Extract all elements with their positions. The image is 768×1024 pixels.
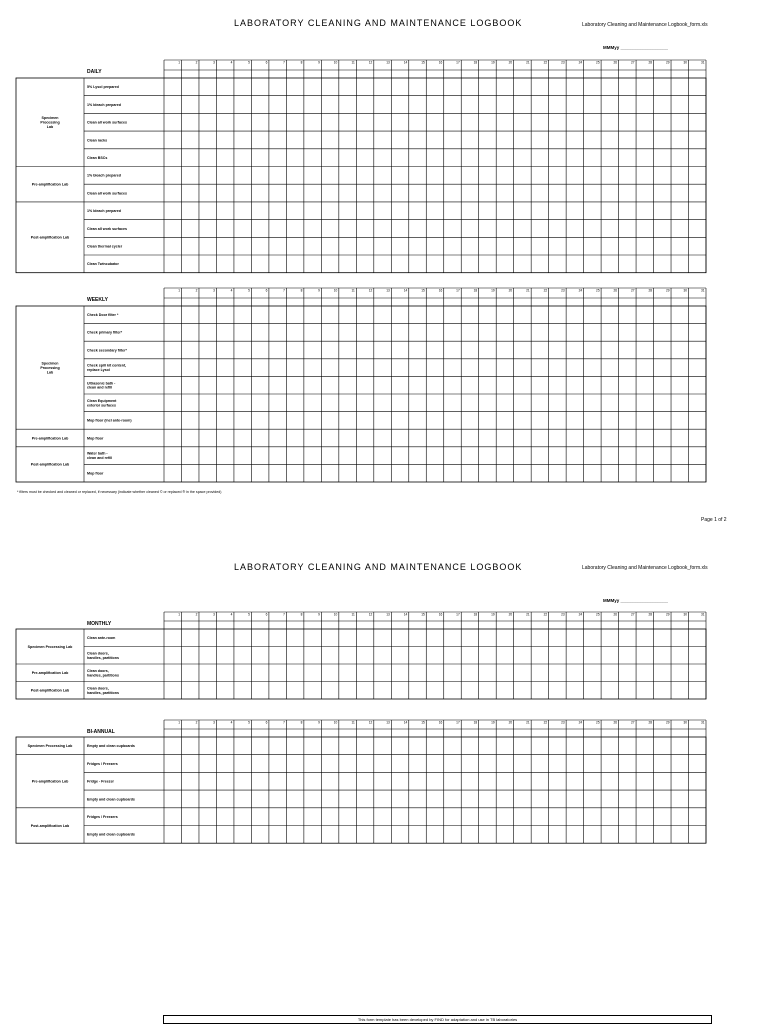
day-number: 1 — [178, 288, 180, 293]
day-number: 29 — [665, 612, 670, 617]
day-number: 22 — [543, 288, 548, 293]
day-number: 7 — [283, 288, 285, 293]
day-number: 27 — [631, 720, 635, 725]
day-number: 27 — [631, 288, 635, 293]
day-number: 1 — [178, 60, 180, 65]
day-number: 1 — [178, 612, 180, 617]
day-number: 24 — [578, 612, 583, 617]
day-number: 20 — [508, 288, 513, 293]
day-number: 22 — [543, 60, 548, 65]
day-number: 12 — [368, 720, 373, 725]
day-number: 16 — [438, 288, 443, 293]
day-number: 8 — [300, 612, 303, 617]
day-number: 16 — [438, 720, 443, 725]
task-label: Clean all work surfaces — [87, 120, 127, 125]
area-label: Post-amplification Lab — [30, 823, 70, 828]
task-label: handles, partitions — [87, 690, 119, 695]
task-label: Check Door filter * — [87, 313, 119, 318]
day-number: 18 — [473, 720, 478, 725]
task-label: exterior surfaces — [87, 403, 116, 408]
day-number: 11 — [351, 60, 355, 65]
task-label: Clean all work surfaces — [87, 191, 127, 196]
task-label: Fridges / Freezers — [87, 814, 118, 819]
day-number: 7 — [283, 60, 285, 65]
day-number: 9 — [318, 612, 320, 617]
daily-log-table[interactable] — [0, 60, 768, 280]
day-number: 12 — [368, 60, 373, 65]
area-label: Post-amplification Lab — [30, 462, 70, 467]
task-label: Clean Equipment — [87, 398, 117, 403]
day-number: 30 — [683, 612, 688, 617]
filter-footnote: * filters must be checked and cleaned or replaced, if necessary (indicate whether cleaned © or replaced ® in the space provided) — [17, 490, 222, 494]
day-number: 26 — [613, 612, 618, 617]
day-number: 23 — [561, 612, 565, 617]
day-number: 15 — [421, 612, 425, 617]
day-number: 17 — [456, 60, 460, 65]
day-number: 24 — [578, 720, 583, 725]
day-number: 19 — [491, 288, 495, 293]
task-label: Clean thermal cycler — [87, 244, 123, 249]
day-number: 14 — [403, 720, 408, 725]
day-number: 13 — [386, 612, 390, 617]
task-label: Mop floor — [87, 471, 104, 476]
day-number: 15 — [421, 60, 425, 65]
task-label: Clean racks — [87, 138, 108, 143]
day-number: 4 — [230, 288, 233, 293]
day-number: 12 — [368, 288, 373, 293]
weekly-log-table[interactable] — [0, 288, 768, 493]
day-number: 6 — [265, 288, 268, 293]
day-number: 14 — [403, 612, 408, 617]
day-number: 9 — [318, 288, 320, 293]
day-number: 31 — [700, 612, 705, 617]
task-label: Fridge - Freezer — [87, 779, 114, 784]
day-number: 30 — [683, 60, 688, 65]
day-number: 5 — [248, 612, 250, 617]
task-label: 5% Lysol prepared — [87, 85, 119, 90]
day-number: 13 — [386, 288, 390, 293]
day-number: 3 — [213, 720, 215, 725]
page-title: LABORATORY CLEANING AND MAINTENANCE LOGBOOK — [234, 18, 523, 28]
day-number: 28 — [648, 720, 653, 725]
task-label: Empty and clean cupboards — [87, 797, 135, 802]
section-label-daily: DAILY — [87, 69, 102, 75]
day-number: 3 — [213, 60, 215, 65]
day-number: 31 — [700, 720, 705, 725]
task-label: replace Lysol — [87, 368, 110, 373]
task-label: Clean doors, — [87, 668, 109, 673]
day-number: 26 — [613, 720, 618, 725]
task-label: Clean doors, — [87, 686, 109, 691]
day-number: 12 — [368, 612, 373, 617]
area-label: Specimen — [41, 116, 59, 121]
day-number: 18 — [473, 612, 478, 617]
area-label: Processing — [40, 120, 60, 125]
day-number: 21 — [526, 720, 530, 725]
day-number: 2 — [195, 60, 198, 65]
day-number: 19 — [491, 60, 495, 65]
day-number: 22 — [543, 720, 548, 725]
day-number: 5 — [248, 288, 250, 293]
task-label: Clean all work surfaces — [87, 226, 127, 231]
day-number: 18 — [473, 60, 478, 65]
day-number: 17 — [456, 612, 460, 617]
day-number: 5 — [248, 60, 250, 65]
area-label: Specimen Processing Lab — [27, 644, 73, 649]
task-label: Check secondary filter* — [87, 348, 127, 353]
day-number: 24 — [578, 60, 583, 65]
task-label: Empty and clean cupboards — [87, 744, 135, 749]
day-number: 31 — [700, 60, 705, 65]
task-label: Clean Twincubator — [87, 262, 119, 267]
area-label: Pre-amplification Lab — [31, 436, 69, 441]
day-number: 22 — [543, 612, 548, 617]
task-label: 1% bleach prepared — [87, 102, 121, 107]
day-number: 25 — [596, 612, 600, 617]
section-label-weekly: WEEKLY — [87, 297, 108, 303]
day-number: 10 — [333, 612, 338, 617]
task-label: Clean doors, — [87, 651, 109, 656]
day-number: 20 — [508, 612, 513, 617]
task-label: Ultrasonic bath - — [87, 381, 116, 386]
day-number: 21 — [526, 612, 530, 617]
file-name: Laboratory Cleaning and Maintenance Logbook_form.xls — [582, 565, 708, 571]
day-number: 14 — [403, 60, 408, 65]
monthly-log-table[interactable] — [0, 612, 768, 707]
day-number: 23 — [561, 60, 565, 65]
day-number: 27 — [631, 612, 635, 617]
bi-annual-log-table[interactable] — [0, 720, 768, 850]
page-number: Page 1 of 2 — [701, 517, 727, 523]
day-number: 15 — [421, 288, 425, 293]
task-label: Mop floor (incl ante-room) — [87, 418, 132, 423]
day-number: 28 — [648, 288, 653, 293]
day-number: 1 — [178, 720, 180, 725]
day-number: 30 — [683, 720, 688, 725]
day-number: 16 — [438, 612, 443, 617]
month-year-field[interactable]: MMMyy ___________________ — [603, 598, 669, 603]
day-number: 29 — [665, 720, 670, 725]
day-number: 11 — [351, 288, 355, 293]
page-title: LABORATORY CLEANING AND MAINTENANCE LOGBOOK — [234, 562, 523, 572]
task-label: handles, partitions — [87, 655, 119, 660]
file-name: Laboratory Cleaning and Maintenance Logbook_form.xls — [582, 22, 708, 28]
day-number: 30 — [683, 288, 688, 293]
day-number: 8 — [300, 720, 303, 725]
day-number: 28 — [648, 612, 653, 617]
day-number: 13 — [386, 60, 390, 65]
area-label: Specimen — [41, 361, 59, 366]
day-number: 3 — [213, 612, 215, 617]
day-number: 31 — [700, 288, 705, 293]
area-label: Post-amplification Lab — [30, 688, 70, 693]
day-number: 17 — [456, 288, 460, 293]
task-label: 1% bleach prepared — [87, 173, 121, 178]
day-number: 3 — [213, 288, 215, 293]
area-label: Post-amplification Lab — [30, 235, 70, 240]
area-label: Pre-amplification Lab — [31, 671, 69, 676]
task-label: Water bath - — [87, 451, 108, 456]
section-label-monthly: MONTHLY — [87, 621, 112, 627]
day-number: 10 — [333, 60, 338, 65]
day-number: 29 — [665, 60, 670, 65]
day-number: 18 — [473, 288, 478, 293]
month-year-field[interactable]: MMMyy ___________________ — [603, 45, 669, 50]
day-number: 21 — [526, 60, 530, 65]
task-label: Check primary filter* — [87, 330, 123, 335]
day-number: 20 — [508, 720, 513, 725]
day-number: 28 — [648, 60, 653, 65]
day-number: 19 — [491, 612, 495, 617]
day-number: 16 — [438, 60, 443, 65]
area-label: Lab — [46, 370, 54, 375]
day-number: 6 — [265, 60, 268, 65]
area-label: Pre-amplification Lab — [31, 182, 69, 187]
task-label: handles, partitions — [87, 673, 119, 678]
day-number: 15 — [421, 720, 425, 725]
day-number: 25 — [596, 288, 600, 293]
day-number: 25 — [596, 720, 600, 725]
task-label: Empty and clean cupboards — [87, 832, 135, 837]
day-number: 23 — [561, 288, 565, 293]
task-label: Mop floor — [87, 436, 104, 441]
day-number: 4 — [230, 720, 233, 725]
day-number: 25 — [596, 60, 600, 65]
day-number: 6 — [265, 720, 268, 725]
day-number: 9 — [318, 60, 320, 65]
day-number: 19 — [491, 720, 495, 725]
area-label: Lab — [46, 124, 54, 129]
task-label: Clean BSCs — [87, 155, 108, 160]
task-label: clean and refill — [87, 456, 113, 461]
task-label: Clean ante-room — [87, 636, 116, 641]
day-number: 10 — [333, 720, 338, 725]
task-label: Check spill kit content, — [87, 363, 127, 368]
day-number: 29 — [665, 288, 670, 293]
day-number: 4 — [230, 612, 233, 617]
day-number: 2 — [195, 720, 198, 725]
task-label: Fridges / Freezers — [87, 761, 118, 766]
day-number: 6 — [265, 612, 268, 617]
day-number: 10 — [333, 288, 338, 293]
section-label-bi-annual: BI-ANNUAL — [87, 729, 115, 735]
day-number: 26 — [613, 288, 618, 293]
day-number: 4 — [230, 60, 233, 65]
day-number: 27 — [631, 60, 635, 65]
day-number: 5 — [248, 720, 250, 725]
day-number: 23 — [561, 720, 565, 725]
day-number: 11 — [351, 720, 355, 725]
area-label: Specimen Processing Lab — [27, 744, 73, 749]
task-label: 1% bleach prepared — [87, 209, 121, 214]
day-number: 8 — [300, 60, 303, 65]
footer-note: This form template has been developed by FIND for adaptation and use in TB laboratories — [163, 1015, 712, 1024]
day-number: 11 — [351, 612, 355, 617]
day-number: 14 — [403, 288, 408, 293]
area-label: Pre-amplification Lab — [31, 779, 69, 784]
area-label: Processing — [40, 365, 60, 370]
day-number: 21 — [526, 288, 530, 293]
day-number: 8 — [300, 288, 303, 293]
day-number: 2 — [195, 612, 198, 617]
day-number: 7 — [283, 720, 285, 725]
day-number: 7 — [283, 612, 285, 617]
day-number: 20 — [508, 60, 513, 65]
day-number: 13 — [386, 720, 390, 725]
day-number: 9 — [318, 720, 320, 725]
task-label: clean and refill — [87, 385, 113, 390]
day-number: 2 — [195, 288, 198, 293]
day-number: 17 — [456, 720, 460, 725]
day-number: 24 — [578, 288, 583, 293]
day-number: 26 — [613, 60, 618, 65]
